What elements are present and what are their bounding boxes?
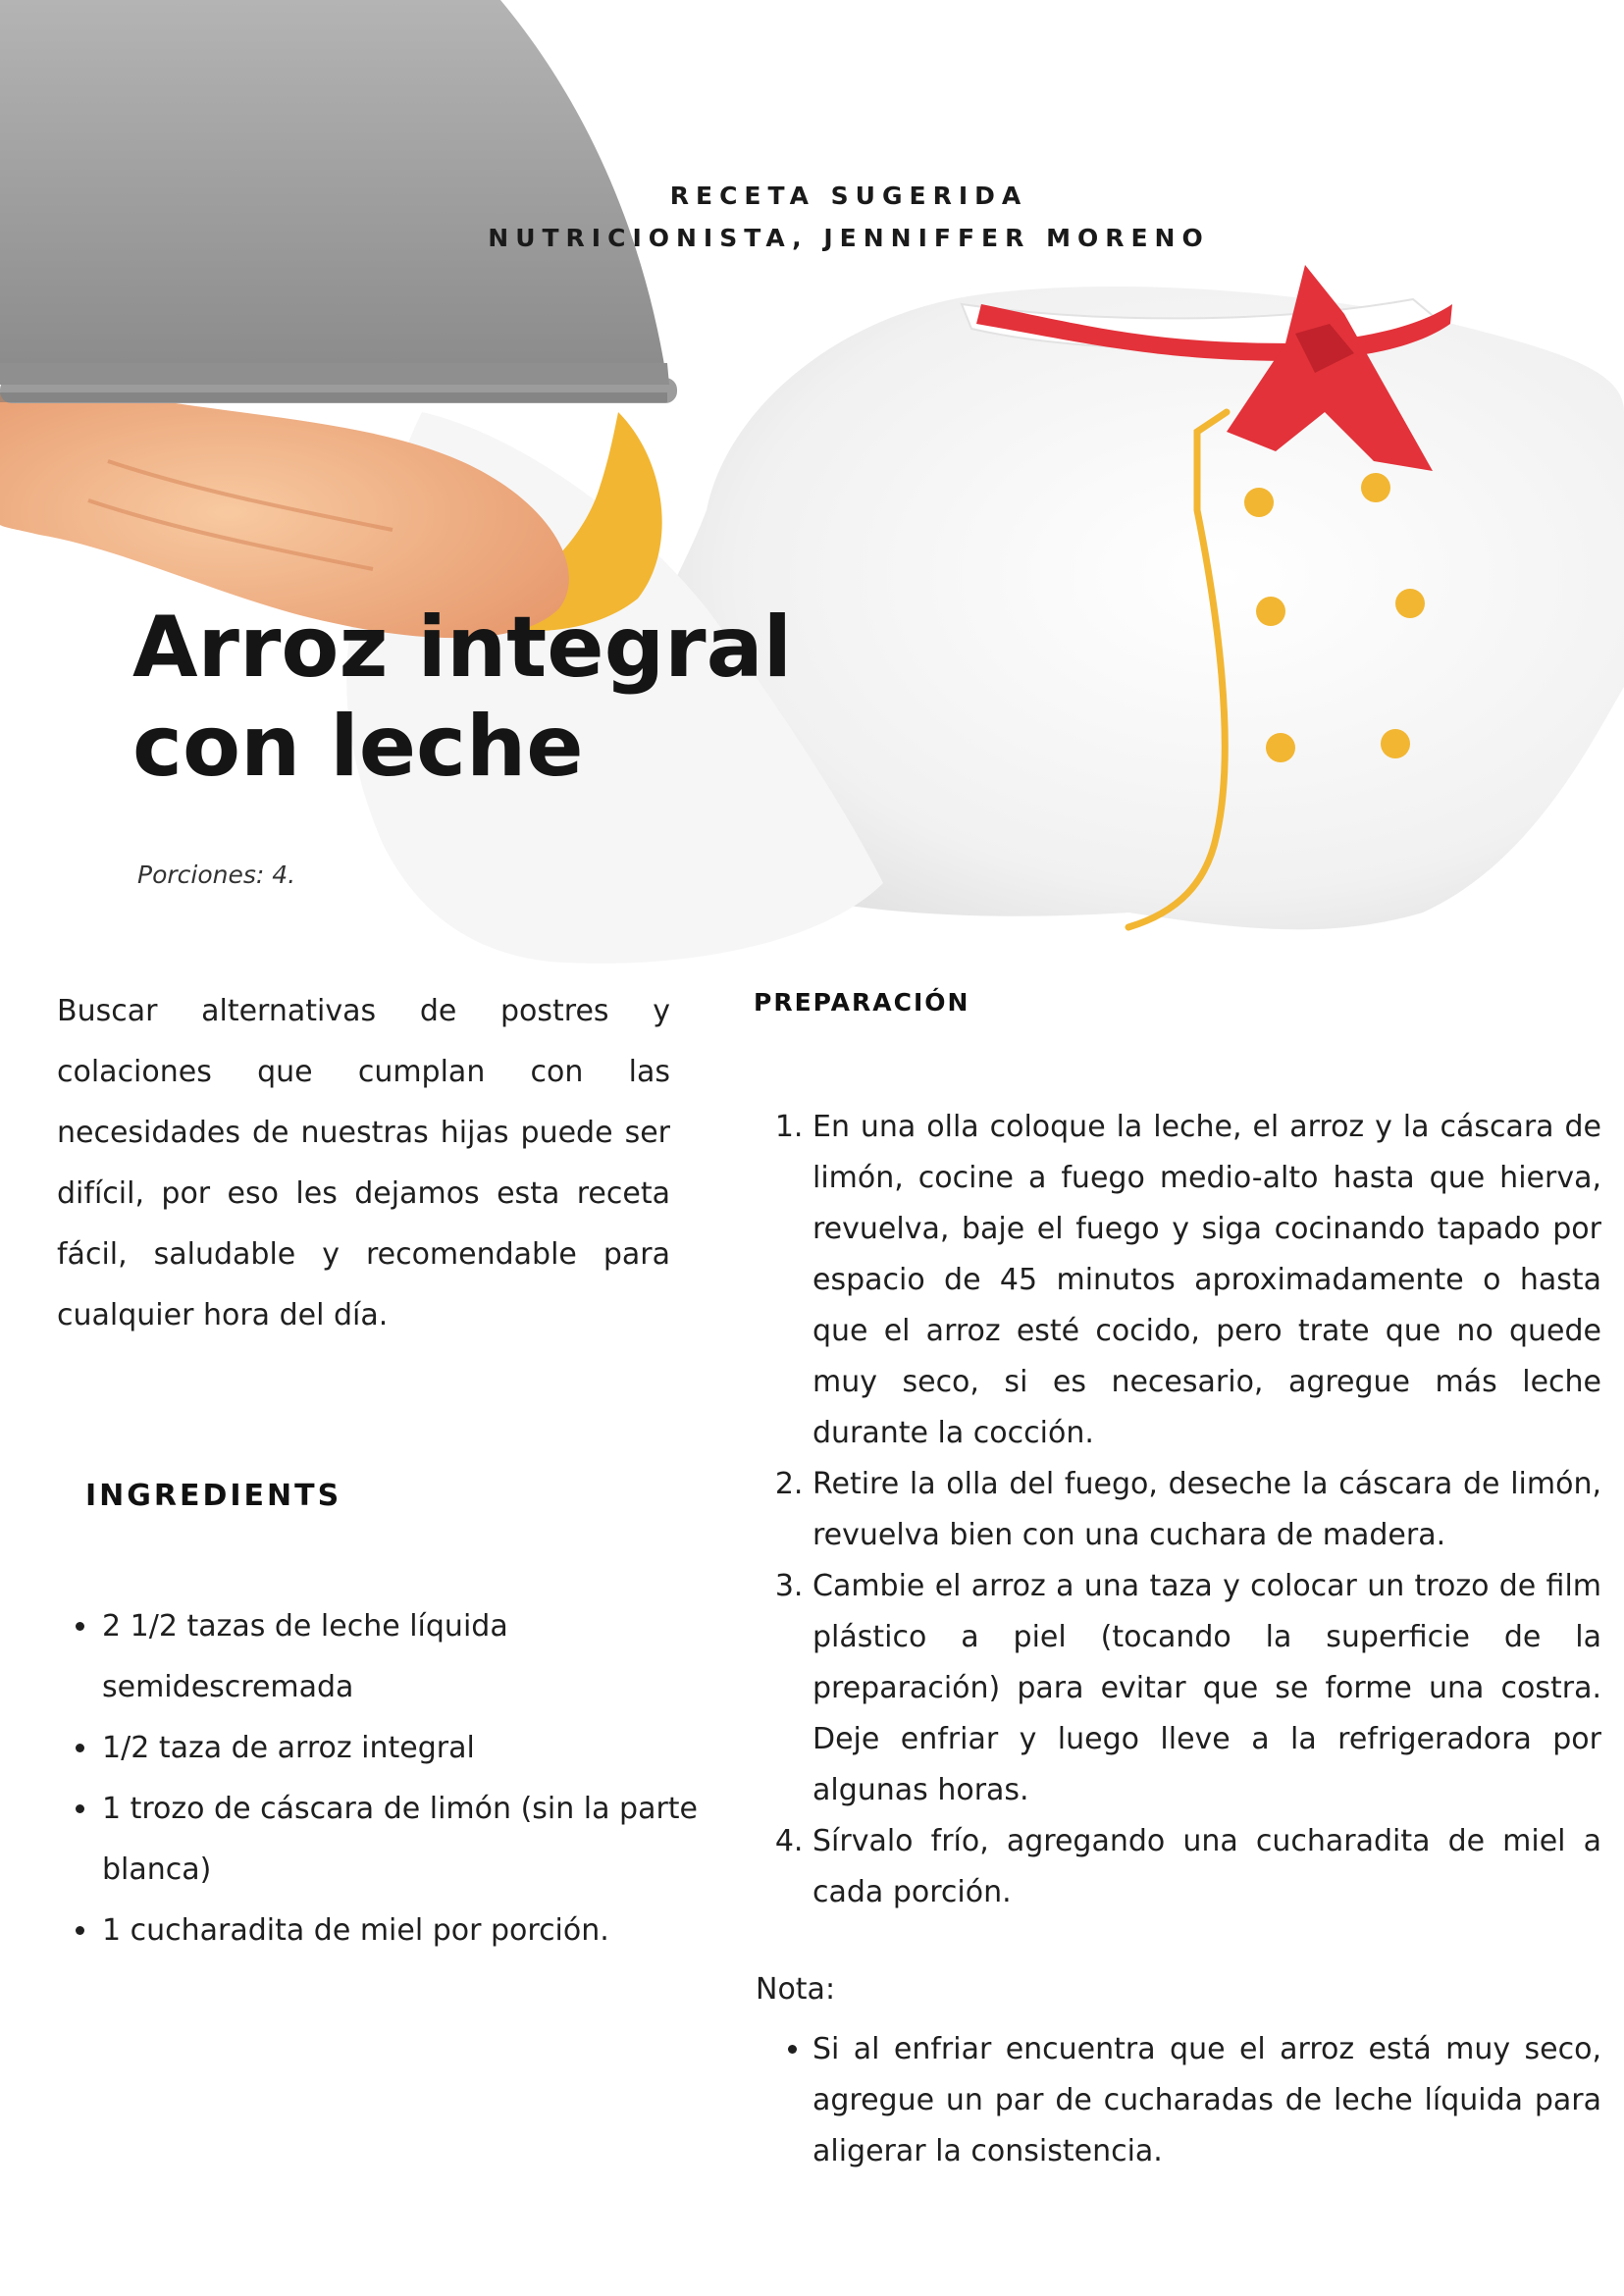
kicker-author: NUTRICIONISTA, JENNIFFER MORENO [488, 224, 1210, 252]
ingredient-item: • 2 1/2 tazas de leche líquida semidescremada [100, 1596, 708, 1718]
portions: Porciones: 4. [137, 861, 296, 889]
preparation-steps [756, 1102, 1601, 1918]
kicker-recipe-type: RECETA SUGERIDA [669, 182, 1028, 210]
preparation-heading: PREPARACIÓN [754, 988, 970, 1017]
recipe-title-line1: Arroz integral [132, 599, 793, 697]
note-item: • Si al enfriar encuentra que el arroz está muy seco, agregue un par de cucharadas de leche líquida para aligerar la consistencia. [812, 2024, 1601, 2177]
chef-illustration [0, 0, 1624, 981]
ingredients-heading: INGREDIENTS [85, 1479, 342, 1513]
preparation-step: 3. Cambie el arroz a una taza y colocar un trozo de film plástico a piel (tocando la superficie de la preparación) para evitar que se forme una costra. Deje enfriar y luego lleve a la refrigeradora por algunas horas. [812, 1561, 1601, 1816]
ingredient-item: • 1 cucharadita de miel por porción. [100, 1901, 708, 1961]
note-label: Nota: [756, 1972, 836, 2007]
notes-list [756, 2024, 1601, 2177]
intro-paragraph: Buscar alternativas de postres y colaciones que cumplan con las necesidades de nuestras hijas puede ser difícil, por eso les dejamos esta receta fácil, saludable y recomendable para cualquier hora del día. [57, 994, 670, 1332]
recipe-title-line2: con leche [132, 698, 584, 797]
recipe-title [132, 599, 792, 798]
ingredient-item: • 1/2 taza de arroz integral [100, 1718, 708, 1779]
ingredients-list [59, 1596, 708, 1961]
preparation-step: 4. Sírvalo frío, agregando una cucharadita de miel a cada porción. [812, 1816, 1601, 1918]
preparation-step: 2. Retire la olla del fuego, deseche la cáscara de limón, revuelva bien con una cuchara de madera. [812, 1459, 1601, 1561]
ingredient-item: • 1 trozo de cáscara de limón (sin la parte blanca) [100, 1779, 708, 1901]
preparation-step: 1. En una olla coloque la leche, el arroz y la cáscara de limón, cocine a fuego medio-alto hasta que hierva, revuelva, baje el fuego y siga cocinando tapado por espacio de 45 minutos aproximadamente o hasta que el arroz esté cocido, pero trate que no quede muy seco, si es necesario, agregue más leche durante la cocción. [812, 1102, 1601, 1459]
